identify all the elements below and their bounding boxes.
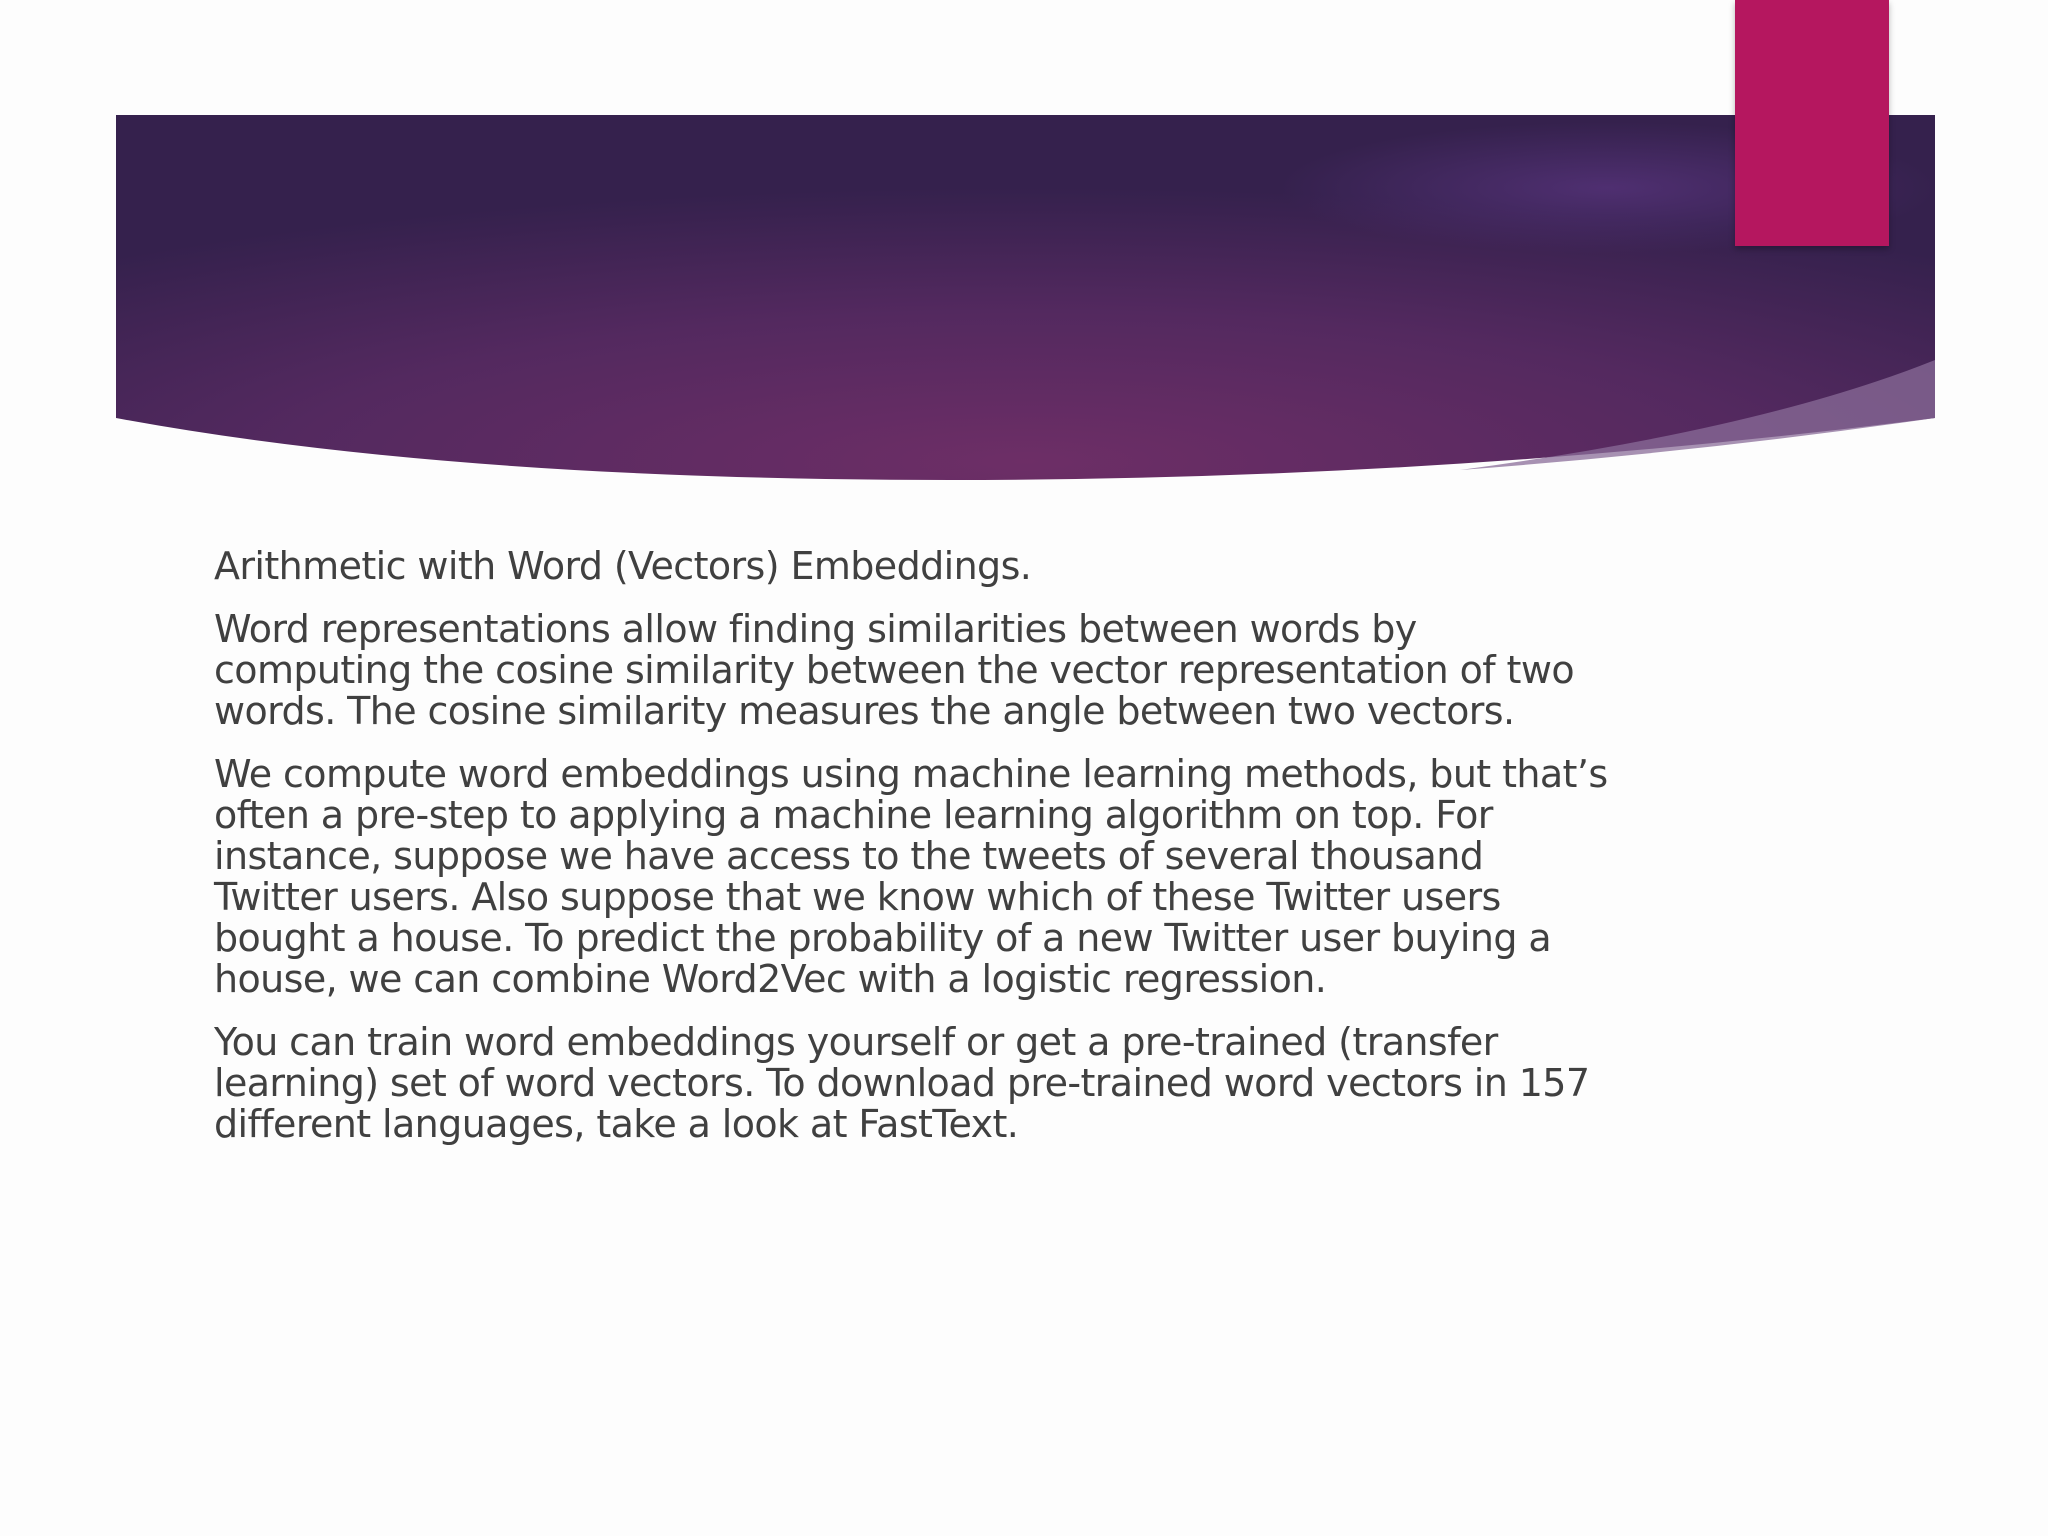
banner-glow: [116, 115, 1935, 480]
slide-body: [214, 546, 1614, 1167]
paragraph-fasttext: You can train word embeddings yourself or get a pre-trained (transfer learning) set of word vectors. To download pre-trained word vectors in 157 different languages, take a look at FastText.: [214, 1020, 1590, 1146]
accent-tab: [1735, 0, 1889, 246]
paragraph-word2vec-example: We compute word embeddings using machine learning methods, but that’s often a pre-step to applying a machine learning algorithm on top. For instance, suppose we have access to the tweets of several thousand Twitter users. Also suppose that we know which of these Twitter users bought a house. To predict the probability of a new Twitter user buying a house, we can combine Word2Vec with a logistic regression.: [214, 752, 1608, 1001]
paragraph-cosine-similarity: Word representations allow finding similarities between words by computing the cosine similarity between the vector representation of two words. The cosine similarity measures the angle between two vectors.: [214, 607, 1574, 733]
paragraph-title: Arithmetic with Word (Vectors) Embeddings.: [214, 544, 1032, 588]
